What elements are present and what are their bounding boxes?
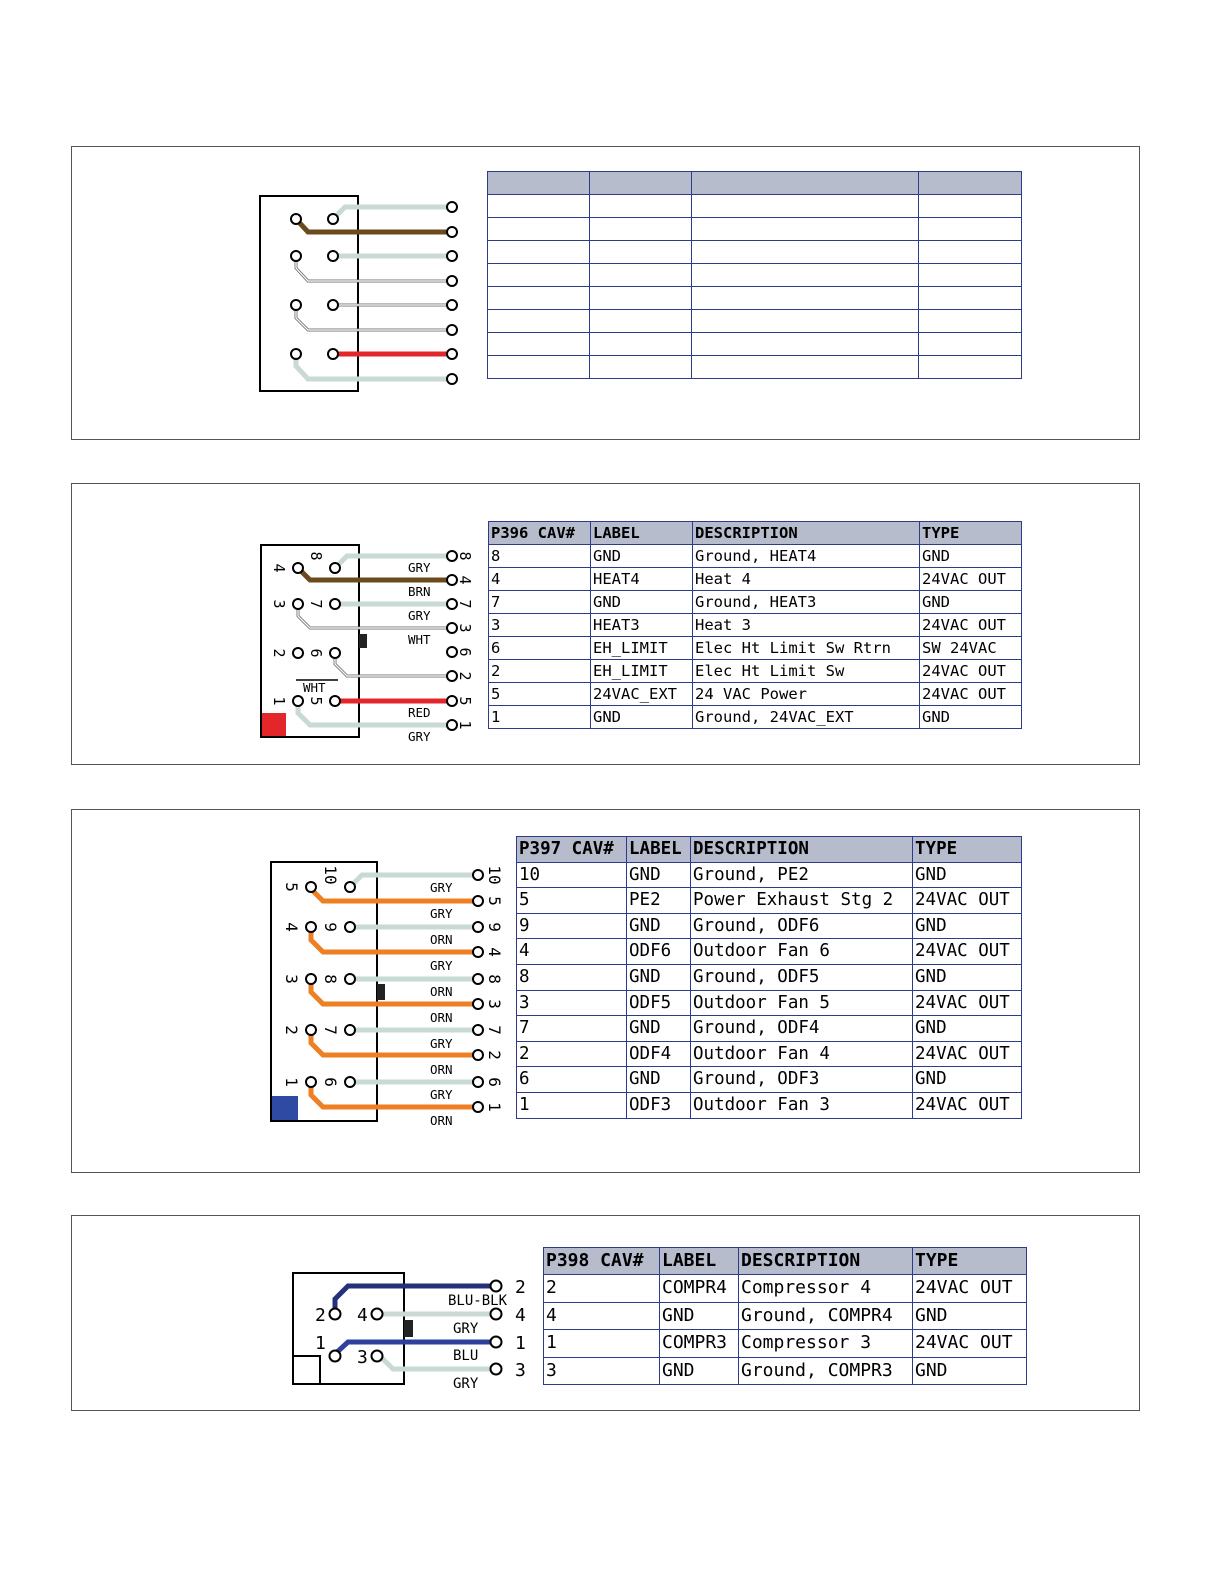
table-cell: Ground, ODF6 bbox=[691, 913, 913, 939]
end-number: 4 bbox=[485, 947, 504, 957]
table-cell: 4 bbox=[517, 939, 627, 965]
wire-end bbox=[491, 1281, 502, 1292]
table-cell: 2 bbox=[517, 1041, 627, 1067]
end-number: 9 bbox=[485, 922, 504, 932]
end-number: 8 bbox=[456, 551, 474, 561]
table-cell: GND bbox=[913, 1016, 1022, 1042]
wire-color-label: BLU bbox=[453, 1348, 479, 1364]
table-cell: Outdoor Fan 6 bbox=[691, 939, 913, 965]
end-number: 1 bbox=[456, 720, 474, 730]
table-cell: Ground, ODF5 bbox=[691, 964, 913, 990]
table-cell: 7 bbox=[517, 1016, 627, 1042]
table-cell: 1 bbox=[489, 706, 591, 729]
table-cell: GND bbox=[913, 964, 1022, 990]
end-number: 2 bbox=[485, 1050, 504, 1060]
table-cell: 24VAC OUT bbox=[913, 1092, 1022, 1118]
wire-color-label: GRY bbox=[408, 608, 431, 623]
cavity bbox=[330, 1351, 341, 1362]
table-cell: 4 bbox=[489, 568, 591, 591]
column-header: TYPE bbox=[913, 1248, 1027, 1275]
wire-color-label: ORN bbox=[430, 1113, 453, 1128]
key-marker bbox=[293, 1356, 320, 1384]
table-cell: GND bbox=[913, 1067, 1022, 1093]
table-cell: Compressor 4 bbox=[739, 1275, 913, 1302]
table-cell: PE2 bbox=[627, 888, 691, 914]
end-number: 1 bbox=[515, 1333, 526, 1354]
column-header: P398 CAV# bbox=[544, 1248, 660, 1275]
column-header: TYPE bbox=[920, 522, 1022, 545]
table-cell: Ground, PE2 bbox=[691, 862, 913, 888]
housing-number: 6 bbox=[307, 648, 325, 658]
table-cell: Compressor 3 bbox=[739, 1330, 913, 1357]
table-cell: HEAT3 bbox=[591, 614, 693, 637]
column-header: DESCRIPTION bbox=[693, 522, 920, 545]
table-cell: EH_LIMIT bbox=[591, 660, 693, 683]
table-cell: 24VAC OUT bbox=[913, 990, 1022, 1016]
table-header-row bbox=[544, 1248, 1027, 1275]
table-cell: Ground, COMPR4 bbox=[739, 1302, 913, 1329]
housing-number: 1 bbox=[315, 1333, 326, 1354]
end-number: 5 bbox=[456, 696, 474, 706]
wire-color-label: BRN bbox=[408, 584, 431, 599]
housing-number: 3 bbox=[270, 599, 288, 609]
table-cell: GND bbox=[913, 1357, 1027, 1384]
table-cell: 3 bbox=[489, 614, 591, 637]
table-cell: 24VAC OUT bbox=[920, 568, 1022, 591]
table-cell: 3 bbox=[517, 990, 627, 1016]
wire-color-label: GRY bbox=[453, 1376, 479, 1392]
column-header: P396 CAV# bbox=[489, 522, 591, 545]
jumper-label: WHT bbox=[303, 680, 326, 695]
table-cell: 8 bbox=[489, 545, 591, 568]
table-cell: 6 bbox=[517, 1067, 627, 1093]
wire-color-label: ORN bbox=[430, 984, 453, 999]
wire-color-label: GRY bbox=[408, 729, 431, 744]
table-cell: Outdoor Fan 4 bbox=[691, 1041, 913, 1067]
table-cell: HEAT4 bbox=[591, 568, 693, 591]
table-cell: Outdoor Fan 5 bbox=[691, 990, 913, 1016]
end-number: 6 bbox=[456, 647, 474, 657]
wire-color-label: GRY bbox=[430, 1036, 453, 1051]
end-number: 4 bbox=[515, 1305, 526, 1326]
cavity bbox=[372, 1351, 383, 1362]
housing-number: 1 bbox=[282, 1077, 301, 1087]
table-cell: GND bbox=[591, 706, 693, 729]
housing-number: 6 bbox=[321, 1077, 340, 1087]
housing-number: 3 bbox=[282, 974, 301, 984]
table-cell: Outdoor Fan 3 bbox=[691, 1092, 913, 1118]
table-cell: GND bbox=[660, 1357, 739, 1384]
housing-number: 1 bbox=[270, 696, 288, 706]
housing-number: 8 bbox=[307, 551, 325, 561]
column-header: DESCRIPTION bbox=[691, 837, 913, 863]
cavity bbox=[330, 1309, 341, 1320]
table-cell: Ground, HEAT3 bbox=[693, 591, 920, 614]
column-header: LABEL bbox=[660, 1248, 739, 1275]
table-cell: COMPR4 bbox=[660, 1275, 739, 1302]
table-cell: 24 VAC Power bbox=[693, 683, 920, 706]
table-cell: 6 bbox=[489, 637, 591, 660]
housing-number: 4 bbox=[282, 922, 301, 932]
wire-color-label: RED bbox=[408, 705, 431, 720]
column-header: LABEL bbox=[591, 522, 693, 545]
housing-number: 3 bbox=[357, 1347, 368, 1368]
end-number: 6 bbox=[485, 1077, 504, 1087]
table-cell: 4 bbox=[544, 1302, 660, 1329]
end-number: 1 bbox=[485, 1102, 504, 1112]
table-cell: COMPR3 bbox=[660, 1330, 739, 1357]
table-cell: Ground, 24VAC_EXT bbox=[693, 706, 920, 729]
table-row bbox=[544, 1302, 1027, 1329]
table-cell: 24VAC OUT bbox=[913, 1275, 1027, 1302]
table-cell: GND bbox=[913, 862, 1022, 888]
wire-color-label: GRY bbox=[430, 906, 453, 921]
table-cell: GND bbox=[591, 591, 693, 614]
housing-number: 2 bbox=[282, 1025, 301, 1035]
housing-number: 7 bbox=[321, 1025, 340, 1035]
table-cell: ODF3 bbox=[627, 1092, 691, 1118]
table-cell: 24VAC_EXT bbox=[591, 683, 693, 706]
pin-table-p398 bbox=[543, 1247, 1027, 1385]
wire-color-label: ORN bbox=[430, 932, 453, 947]
table-cell: GND bbox=[920, 545, 1022, 568]
end-number: 2 bbox=[515, 1277, 526, 1298]
table-cell: GND bbox=[627, 1067, 691, 1093]
housing-number: 7 bbox=[307, 599, 325, 609]
table-cell: Heat 3 bbox=[693, 614, 920, 637]
wire-color-label: GRY bbox=[408, 560, 431, 575]
table-cell: 24VAC OUT bbox=[913, 1041, 1022, 1067]
end-number: 7 bbox=[456, 599, 474, 609]
housing-number: 4 bbox=[357, 1305, 368, 1326]
column-header: DESCRIPTION bbox=[739, 1248, 913, 1275]
table-cell: GND bbox=[913, 1302, 1027, 1329]
table-cell: GND bbox=[627, 964, 691, 990]
column-header: TYPE bbox=[913, 837, 1022, 863]
table-cell: 7 bbox=[489, 591, 591, 614]
cavity bbox=[372, 1309, 383, 1320]
wire-color-label: BLU-BLK bbox=[448, 1293, 508, 1309]
table-cell: 1 bbox=[517, 1092, 627, 1118]
housing-number: 5 bbox=[282, 882, 301, 892]
table-cell: 24VAC OUT bbox=[913, 1330, 1027, 1357]
wire-color-label: WHT bbox=[408, 632, 431, 647]
wire-end bbox=[491, 1309, 502, 1320]
table-cell: GND bbox=[627, 862, 691, 888]
table-cell: 24VAC OUT bbox=[913, 939, 1022, 965]
latch-marker bbox=[404, 1320, 413, 1337]
table-cell: ODF4 bbox=[627, 1041, 691, 1067]
table-cell: GND bbox=[591, 545, 693, 568]
end-number: 5 bbox=[485, 896, 504, 906]
table-cell: Ground, ODF4 bbox=[691, 1016, 913, 1042]
table-cell: GND bbox=[660, 1302, 739, 1329]
table-cell: 5 bbox=[489, 683, 591, 706]
table-cell: Ground, HEAT4 bbox=[693, 545, 920, 568]
wire-end bbox=[491, 1337, 502, 1348]
table-cell: 9 bbox=[517, 913, 627, 939]
table-cell: GND bbox=[627, 1016, 691, 1042]
housing-number: 2 bbox=[270, 648, 288, 658]
table-cell: 10 bbox=[517, 862, 627, 888]
wire-color-label: GRY bbox=[430, 958, 453, 973]
table-cell: 8 bbox=[517, 964, 627, 990]
table-cell: Power Exhaust Stg 2 bbox=[691, 888, 913, 914]
end-number: 4 bbox=[456, 575, 474, 585]
wire-color-label: GRY bbox=[430, 880, 453, 895]
table-cell: GND bbox=[913, 913, 1022, 939]
housing-number: 8 bbox=[321, 974, 340, 984]
wire-color-label: ORN bbox=[430, 1010, 453, 1025]
end-number: 8 bbox=[485, 974, 504, 984]
housing-number: 5 bbox=[307, 696, 325, 706]
table-cell: SW 24VAC bbox=[920, 637, 1022, 660]
table-cell: 2 bbox=[489, 660, 591, 683]
table-cell: 1 bbox=[544, 1330, 660, 1357]
table-cell: 5 bbox=[517, 888, 627, 914]
table-cell: GND bbox=[920, 706, 1022, 729]
end-number: 10 bbox=[485, 865, 504, 885]
housing-number: 10 bbox=[321, 865, 340, 885]
end-number: 3 bbox=[456, 623, 474, 633]
housing-number: 9 bbox=[321, 922, 340, 932]
table-row bbox=[544, 1330, 1027, 1357]
wire-color-label: GRY bbox=[453, 1321, 479, 1337]
table-cell: ODF6 bbox=[627, 939, 691, 965]
housing-number: 2 bbox=[315, 1305, 326, 1326]
wire-end bbox=[491, 1364, 502, 1375]
table-cell: 24VAC OUT bbox=[913, 888, 1022, 914]
table-cell: Elec Ht Limit Sw Rtrn bbox=[693, 637, 920, 660]
table-cell: Heat 4 bbox=[693, 568, 920, 591]
table-cell: Ground, COMPR3 bbox=[739, 1357, 913, 1384]
table-cell: 24VAC OUT bbox=[920, 683, 1022, 706]
table-row bbox=[544, 1357, 1027, 1384]
table-cell: GND bbox=[920, 591, 1022, 614]
table-cell: 24VAC OUT bbox=[920, 614, 1022, 637]
table-cell: 24VAC OUT bbox=[920, 660, 1022, 683]
wire-color-label: GRY bbox=[430, 1087, 453, 1102]
table-cell: ODF5 bbox=[627, 990, 691, 1016]
column-header: LABEL bbox=[627, 837, 691, 863]
end-number: 7 bbox=[485, 1025, 504, 1035]
table-cell: EH_LIMIT bbox=[591, 637, 693, 660]
table-row bbox=[544, 1275, 1027, 1302]
end-number: 3 bbox=[485, 999, 504, 1009]
table-cell: Elec Ht Limit Sw bbox=[693, 660, 920, 683]
table-cell: 3 bbox=[544, 1357, 660, 1384]
housing-number: 4 bbox=[270, 563, 288, 573]
column-header: P397 CAV# bbox=[517, 837, 627, 863]
table-cell: GND bbox=[627, 913, 691, 939]
wire-color-label: ORN bbox=[430, 1062, 453, 1077]
end-number: 3 bbox=[515, 1360, 526, 1381]
end-number: 2 bbox=[456, 671, 474, 681]
table-cell: 2 bbox=[544, 1275, 660, 1302]
table-cell: Ground, ODF3 bbox=[691, 1067, 913, 1093]
